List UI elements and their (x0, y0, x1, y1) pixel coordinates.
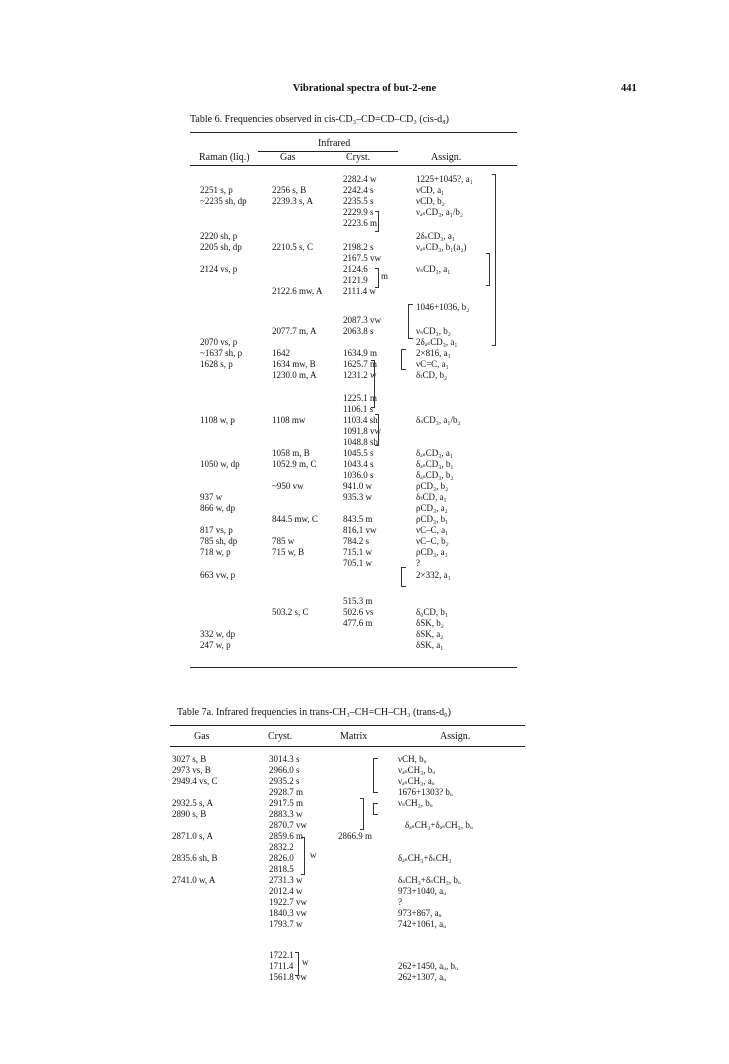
table7a-bracket-left-top (373, 758, 378, 793)
table6-cell-assign: δₐₛCD₃, b₁ (416, 459, 454, 469)
table6-cell-raman: 247 w, p (200, 640, 231, 650)
table6-cell-assign: ρCD₃, b₂ (416, 481, 449, 491)
table6-cell-assign: δₜCD, a₁ (416, 492, 447, 502)
table6-cell-assign: 2×816, a₁ (416, 348, 451, 358)
table6-cell-gas: 1634 mw, B (272, 359, 316, 369)
table7a-caption: Table 7a. Infrared frequencies in trans-CH₃–CH=CH–CH₃ (trans-d₀) (177, 707, 451, 718)
table7a-cell-cryst: 2826.0 (269, 853, 294, 863)
table6-cell-cryst: 1634.9 m (343, 348, 378, 358)
table6-infrared-rule (258, 151, 398, 152)
table7a-brace-1722 (295, 952, 299, 976)
table7a-cell-cryst: 1840.3 vw (269, 908, 307, 918)
table6-cell-gas: 1230.0 m, A (272, 370, 317, 380)
table6-brace-1106 (375, 414, 379, 446)
table6-cell-assign: νC=C, a₁ (416, 359, 449, 369)
table7a-cell-assign: νₐₛCH₃, aᵤ (398, 776, 435, 786)
table6-cell-cryst: 935.3 w (343, 492, 372, 502)
table6-cell-cryst: 2111.4 w (343, 286, 376, 296)
table7a-cell-cryst: 2935.2 s (269, 776, 300, 786)
table6-cell-cryst: 941.0 w (343, 481, 372, 491)
table7a-gas-header: Gas (194, 731, 210, 742)
table6-gas-header: Gas (280, 152, 296, 163)
table7a-cell-assign: ? (398, 897, 402, 907)
table7a-cell-cryst: 2966.0 s (269, 765, 300, 775)
table7a-cell-cryst: 1722.1 (269, 950, 294, 960)
table6-cell-cryst: 2229.9 s (343, 207, 374, 217)
table6-cell-cryst: 843.5 m (343, 514, 373, 524)
table6-cell-raman: 332 w, dp (200, 629, 236, 639)
table7a-cell-cryst: 2870.7 vw (269, 820, 307, 830)
table6-cell-assign: 2×332, a₁ (416, 570, 451, 580)
table6-infrared-header: Infrared (318, 138, 351, 149)
table6-bottom-rule (190, 667, 517, 668)
table6-cell-cryst: 502.6 vs (343, 607, 374, 617)
table6-cell-gas: 2077.7 m, A (272, 326, 317, 336)
table6-cell-cryst: 1091.8 vw (343, 426, 381, 436)
page-number: 441 (621, 83, 637, 94)
table6-cell-cryst: 1043.4 s (343, 459, 374, 469)
table6-cell-cryst: 2087.3 vw (343, 315, 381, 325)
table6-brace-1231 (371, 360, 375, 408)
table6-cell-cryst: 2223.6 m (343, 218, 378, 228)
table6-cell-assign: 1046+1036, b₂ (416, 302, 470, 312)
table6-cell-cryst: 1036.0 s (343, 470, 374, 480)
table6-cell-cryst: 1048.8 sh (343, 437, 379, 447)
table6-cell-cryst: 2124.6 (343, 264, 368, 274)
table7a-bracket-left-mid (373, 803, 378, 815)
table7a-cell-assign: 1676+1303? bᵤ (398, 787, 453, 797)
table7a-cell-gas: 2871.0 s, A (172, 831, 214, 841)
table6-cell-assign: δSK, a₁ (416, 640, 444, 650)
table6-cell-assign: δₜCD, b₂ (416, 370, 448, 380)
table6-cell-cryst: 1103.4 sh (343, 415, 378, 425)
table6-brace-2229 (375, 211, 379, 232)
table6-cell-cryst: 784.2 s (343, 536, 370, 546)
table7a-cell-assign: 742+1061, aᵤ (398, 919, 447, 929)
table6-cell-assign: ? (416, 558, 420, 568)
table6-cell-cryst: 515.3 m (343, 596, 373, 606)
table7a-cell-matrix: 2866.9 m (338, 831, 373, 841)
table6-cell-cryst: 477.6 m (343, 618, 373, 628)
table6-cell-assign: 2δₛCD₃, a₁ (416, 231, 456, 241)
table6-cell-cryst: 1106.1 s (343, 404, 374, 414)
table7a-cell-cryst: 2917.5 m (269, 798, 304, 808)
table7a-cell-cryst: 1922.7 vw (269, 897, 307, 907)
table7a-cell-cryst: 1793.7 w (269, 919, 303, 929)
table7a-cell-assign: 262+1307, aᵤ (398, 972, 447, 982)
table7a-cell-gas: 2932.5 s, A (172, 798, 214, 808)
table6-cell-raman: 663 vw, p (200, 570, 236, 580)
table6-cell-gas: 715 w, B (272, 547, 305, 557)
table7a-cell-assign: δₐₛCH₃+δₐₛCH₃, bᵤ (405, 820, 473, 830)
table7a-assign-header: Assign. (440, 731, 471, 742)
table6-cell-assign: δSK, a₂ (416, 629, 444, 639)
table6-cell-cryst: 2121.9 (343, 275, 368, 285)
table7a-brace-matrix (360, 798, 364, 830)
table6-cell-assign: δₐₛCD₃, b₂ (416, 470, 454, 480)
table7a-cell-gas: 2835.6 sh, B (172, 853, 218, 863)
table6-cell-raman: 785 sh, dp (200, 536, 238, 546)
table6-bracket-left-715 (401, 567, 406, 587)
table6-cell-gas: 503.2 s, C (272, 607, 309, 617)
table7a-top-rule (170, 725, 525, 726)
table6-bracket-left-2x816 (401, 349, 406, 370)
table6-cell-gas: 1108 mw (272, 415, 306, 425)
table6-cell-raman: 2124 vs, p (200, 264, 238, 274)
table6-cell-assign: νₛCD₃, a₁ (416, 264, 451, 274)
table7a-cell-cryst: 2012.4 w (269, 886, 303, 896)
table7a-cell-assign: 262+1450, aᵤ, bᵤ (398, 961, 458, 971)
table6-raman-header: Raman (liq.) (199, 152, 250, 163)
table6-cell-gas: 1052.9 m, C (272, 459, 317, 469)
table6-cell-raman: ~2235 sh, dp (200, 196, 247, 206)
table7a-cell-gas: 2949.4 vs, C (172, 776, 218, 786)
table6-caption: Table 6. Frequencies observed in cis-CD₃–CD=CD–CD₃ (cis-d₈) (190, 114, 449, 125)
table7a-cell-cryst: 1561.8 vw (269, 972, 307, 982)
table6-cell-raman: 866 w, dp (200, 503, 236, 513)
table6-cell-assign: δₛCD₃, a₁/b₂ (416, 415, 461, 425)
table6-cell-assign: νₐₛCD₃, a₁/b₂ (416, 207, 463, 217)
table6-cell-raman: 1050 w, dp (200, 459, 240, 469)
table7a-cell-cryst: 1711.4 (269, 961, 294, 971)
table6-cell-assign: δ₀CD, b₁ (416, 607, 449, 617)
table7a-cell-assign: νₐₛCH₃, bᵤ (398, 765, 436, 775)
table7a-cell-assign: 973+867, aᵤ (398, 908, 442, 918)
table6-cell-gas: 2122.6 mw, A (272, 286, 323, 296)
table6-cell-cryst: 705.1 w (343, 558, 372, 568)
table7a-cell-assign: δₛCH₃+δₛCH₃, bᵤ (398, 875, 461, 885)
table6-cell-raman: 2220 sh, p (200, 231, 238, 241)
table7a-cell-gas: 2890 s, B (172, 809, 207, 819)
table6-cell-assign: νC–C, b₂ (416, 536, 449, 546)
table6-cell-assign: νₐₛCD₃, b₁(a₂) (416, 242, 467, 252)
table6-cell-cryst: 2063.8 s (343, 326, 374, 336)
table6-cell-raman: 718 w, p (200, 547, 231, 557)
table7a-cell-assign: νₛCH₃, bᵤ (398, 798, 433, 808)
table6-cell-gas: ~950 vw (272, 481, 304, 491)
table6-cell-raman: 2251 s, p (200, 185, 233, 195)
table6-cell-cryst: 2167.5 vw (343, 253, 381, 263)
table7a-cell-cryst: 2818.5 (269, 864, 294, 874)
table6-cell-cryst: 715.1 w (343, 547, 372, 557)
table6-top-rule (190, 132, 517, 133)
table6-cell-cryst: 1225.1 m (343, 393, 378, 403)
table6-cell-assign: δSK, b₂ (416, 618, 444, 628)
table6-header-rule (190, 165, 517, 166)
table6-cell-assign: νCD, b₂ (416, 196, 445, 206)
table6-cell-gas: 2256 s, B (272, 185, 307, 195)
table7a-cell-cryst: 2883.3 w (269, 809, 303, 819)
table6-cell-assign: 2δₐₛCD₃, a₁ (416, 337, 458, 347)
table6-cell-raman: 2070 vs, p (200, 337, 238, 347)
table6-cell-raman: 1628 s, p (200, 359, 233, 369)
table6-cell-assign: νC–C, a₁ (416, 525, 449, 535)
table6-cell-assign: ρCD₃, a₁ (416, 547, 448, 557)
table6-cryst-header: Cryst. (346, 152, 371, 163)
table6-cell-gas: 785 w (272, 536, 295, 546)
table6-cell-gas: 844.5 mw, C (272, 514, 318, 524)
table6-cell-raman: 817 vs, p (200, 525, 233, 535)
table6-cell-gas: 2210.5 s, C (272, 242, 314, 252)
table6-bracket-right-outer (492, 174, 496, 346)
table7a-cell-assign: δₐₛCH₃+δₛCH₃ (398, 853, 452, 863)
table6-cell-raman: ~1637 sh, p (200, 348, 243, 358)
table7a-cell-cryst: 3014.3 s (269, 754, 300, 764)
table7a-cell-gas: 3027 s, B (172, 754, 207, 764)
table7a-header-rule (170, 746, 525, 747)
table6-cell-assign: δₐₛCD₃, a₁ (416, 448, 454, 458)
table7a-cell-cryst: 2928.7 m (269, 787, 304, 797)
table6-cell-gas: 2239.3 s, A (272, 196, 314, 206)
table6-bracket-left-1046 (408, 304, 413, 339)
table7a-cell-assign: 973+1040, aᵤ (398, 886, 447, 896)
table7a-cell-cryst: 2859.6 m (269, 831, 304, 841)
table6-cell-cryst: 2282.4 w (343, 174, 377, 184)
table6-cell-cryst: 1045.5 s (343, 448, 374, 458)
table7a-cell-gas: 2973 vs, B (172, 765, 211, 775)
table6-cell-cryst: 1231.2 w (343, 370, 377, 380)
table6-cell-cryst: 2242.4 s (343, 185, 374, 195)
table6-cell-assign: 1225+1045?, a₁ (416, 174, 473, 184)
table7a-cell-cryst: 2832.2 (269, 842, 294, 852)
table6-bracket-right-inner (486, 253, 490, 286)
table6-brace-2124 (375, 268, 379, 288)
table6-assign-header: Assign. (431, 152, 462, 163)
table6-cell-assign: νₛCD₃, b₂ (416, 326, 451, 336)
table7a-brace-label-w1: w (310, 850, 317, 860)
table6-cell-raman: 937 w (200, 492, 223, 502)
table7a-brace-2826 (301, 837, 305, 875)
table6-cell-assign: νCD, a₁ (416, 185, 445, 195)
table6-cell-cryst: 2235.5 s (343, 196, 374, 206)
table6-cell-gas: 1642 (272, 348, 290, 358)
table7a-cryst-header: Cryst. (268, 731, 293, 742)
table6-cell-raman: 1108 w, p (200, 415, 235, 425)
table6-brace-label-m: m (381, 271, 389, 281)
table7a-matrix-header: Matrix (340, 731, 368, 742)
table7a-cell-gas: 2741.0 w, A (172, 875, 216, 885)
table7a-brace-label-w2: w (302, 957, 309, 967)
table6-cell-gas: 1058 m, B (272, 448, 310, 458)
table6-cell-assign: ρCD₃, a₂ (416, 503, 448, 513)
table6-cell-raman: 2205 sh, dp (200, 242, 242, 252)
table6-cell-cryst: 1625.7 m (343, 359, 378, 369)
running-header-title: Vibrational spectra of but-2-ene (292, 83, 437, 94)
table6-cell-assign: ρCD₃, b₁ (416, 514, 449, 524)
table7a-cell-assign: νCH, bᵤ (398, 754, 427, 764)
table7a-cell-cryst: 2731.3 w (269, 875, 303, 885)
table6-cell-cryst: 816.1 vw (343, 525, 377, 535)
table6-cell-cryst: 2198.2 s (343, 242, 374, 252)
